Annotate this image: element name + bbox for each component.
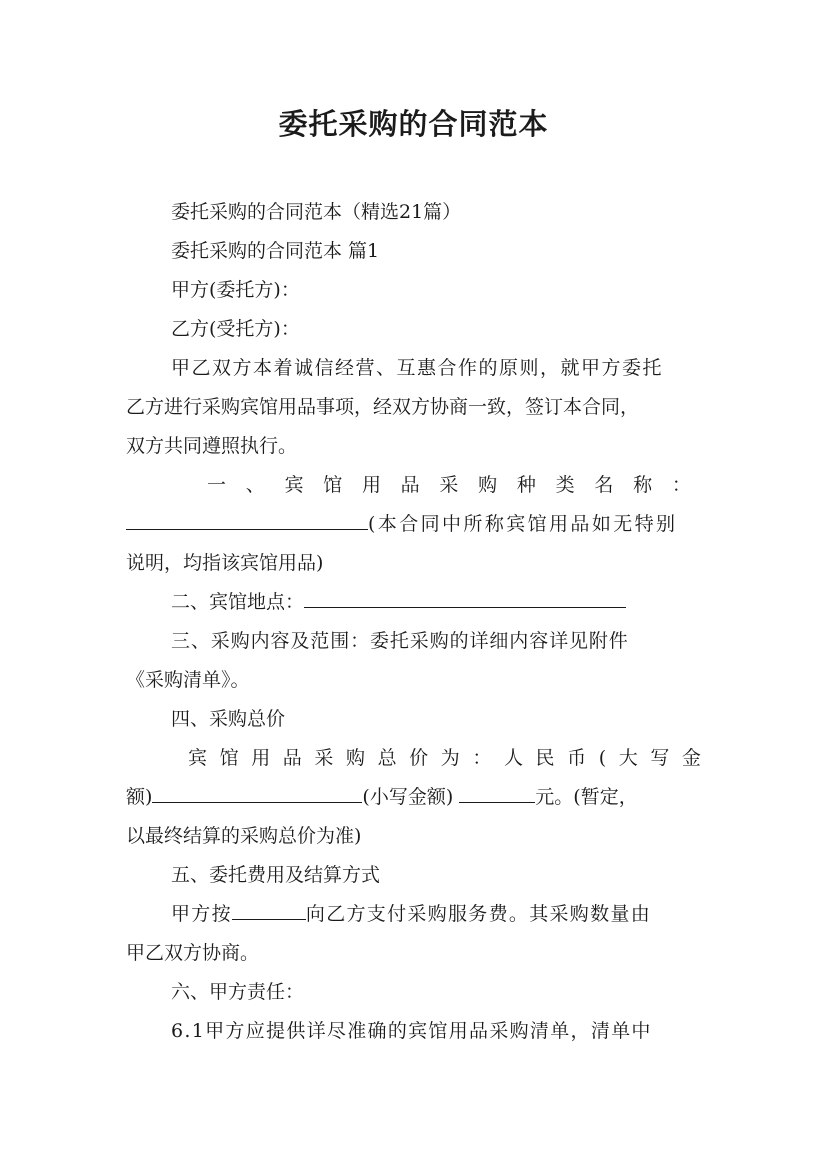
heading-char: ： [671, 474, 691, 496]
text-span: 额) [126, 786, 153, 808]
heading-char: 用 [251, 747, 271, 769]
heading-char: 一 [207, 474, 227, 496]
heading-char: 民 [535, 747, 555, 769]
subtitle: 委托采购的合同范本（精选21篇） [171, 201, 462, 223]
section-6-heading: 六、甲方责任： [171, 981, 305, 1003]
section-4-line-3: 以最终结算的采购总价为准) [126, 825, 362, 847]
section-3-line-1: 三、采购内容及范围：委托采购的详细内容详见附件 [171, 630, 629, 652]
section-4-line-2 [126, 784, 701, 810]
section-5-line-1 [171, 901, 651, 927]
section-5-heading: 五、委托费用及结算方式 [171, 864, 381, 886]
heading-char: 种 [516, 474, 536, 496]
heading-char: 购 [478, 474, 498, 496]
heading-char: 用 [361, 474, 381, 496]
heading-char: 称 [633, 474, 653, 496]
section-1-note: (本合同中所称宾馆用品如无特别 [368, 513, 678, 535]
blank-field [152, 784, 362, 803]
heading-char: 宾 [188, 747, 208, 769]
heading-char: 总 [377, 747, 397, 769]
heading-char: 品 [400, 474, 420, 496]
intro-line-3: 双方共同遵照执行。 [126, 435, 298, 457]
blank-field [304, 589, 626, 608]
heading-char: 采 [314, 747, 334, 769]
party-a: 甲方(委托方)： [171, 279, 300, 301]
heading-char: 金 [681, 747, 701, 769]
heading-char: 写 [650, 747, 670, 769]
heading-char: 大 [618, 747, 638, 769]
party-b: 乙方(受托方)： [171, 318, 300, 340]
heading-char: 购 [345, 747, 365, 769]
text-span: 元。(暂定， [535, 786, 638, 808]
heading-char: 名 [594, 474, 614, 496]
heading-char: 馆 [323, 474, 343, 496]
section-4-line-1 [188, 745, 701, 771]
heading-char: 品 [282, 747, 302, 769]
section-6-line-1: 6.1甲方应提供详尽准确的宾馆用品采购清单，清单中 [171, 1020, 652, 1042]
blank-field [232, 901, 306, 920]
intro-line-1: 甲乙双方本着诚信经营、互惠合作的原则，就甲方委托 [171, 357, 664, 379]
heading-char: ： [472, 747, 492, 769]
section-4-heading: 四、采购总价 [171, 708, 286, 730]
section-3-line-2: 《采购清单》。 [126, 669, 250, 691]
section-2-label: 二、宾馆地点： [171, 591, 305, 613]
intro-line-2: 乙方进行采购宾馆用品事项，经双方协商一致，签订本合同， [126, 396, 640, 418]
text-span: (小写金额) [362, 786, 454, 808]
document-title: 委托采购的合同范本 [278, 107, 549, 141]
blank-field [459, 784, 535, 803]
section-2 [171, 589, 626, 615]
heading-char: 币 [567, 747, 587, 769]
heading-char: 馆 [219, 747, 239, 769]
part-heading: 委托采购的合同范本 篇1 [171, 240, 380, 262]
heading-char: ( [598, 747, 607, 769]
heading-char: 类 [555, 474, 575, 496]
heading-char: 采 [439, 474, 459, 496]
blank-field [126, 511, 368, 530]
heading-char: 、 [245, 474, 265, 496]
section-1-line-2 [126, 511, 701, 537]
heading-char: 为 [440, 747, 460, 769]
section-1-line-3: 说明，均指该宾馆用品) [126, 552, 324, 574]
section-5-line-2: 甲乙双方协商。 [126, 942, 260, 964]
section-1-heading [207, 472, 691, 498]
text-span: 向乙方支付采购服务费。其采购数量由 [305, 903, 652, 925]
heading-char: 人 [503, 747, 523, 769]
heading-char: 宾 [284, 474, 304, 496]
heading-char: 价 [409, 747, 429, 769]
text-span: 甲方按 [171, 903, 232, 925]
